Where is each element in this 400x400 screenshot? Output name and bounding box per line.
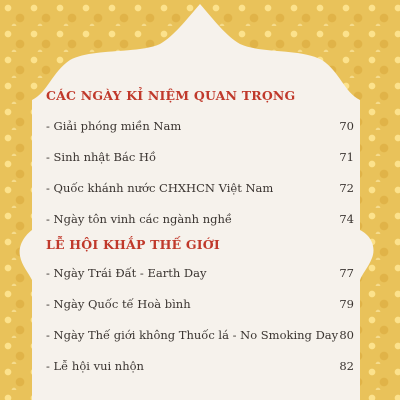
- toc-list-world-festivals: [46, 266, 360, 390]
- toc-entry-label: - Ngày Thế giới không Thuốc lá - No Smoking Day: [46, 328, 339, 342]
- table-of-contents: [46, 0, 360, 400]
- toc-entry-page: 79: [339, 297, 354, 311]
- toc-entry[interactable]: [46, 119, 360, 150]
- toc-entry-label: - Ngày Quốc tế Hoà bình: [46, 297, 191, 311]
- toc-entry-page: 74: [339, 212, 354, 226]
- toc-entry-page: 72: [339, 181, 354, 195]
- toc-entry-label: - Lễ hội vui nhộn: [46, 359, 144, 373]
- toc-entry[interactable]: [46, 181, 360, 212]
- toc-entry-page: 82: [339, 359, 354, 373]
- toc-entry[interactable]: [46, 266, 360, 297]
- toc-entry-label: - Giải phóng miền Nam: [46, 119, 182, 133]
- toc-entry-page: 71: [339, 150, 354, 164]
- toc-entry[interactable]: [46, 150, 360, 181]
- toc-list-commemorations: [46, 119, 360, 243]
- toc-entry[interactable]: [46, 297, 360, 328]
- section-heading-commemorations: CÁC NGÀY KỈ NIỆM QUAN TRỌNG: [46, 88, 296, 103]
- toc-entry-label: - Sinh nhật Bác Hồ: [46, 150, 156, 164]
- toc-entry-page: 80: [339, 328, 354, 342]
- toc-entry-label: - Ngày Trái Đất - Earth Day: [46, 266, 207, 280]
- toc-entry-label: - Ngày tôn vinh các ngành nghề: [46, 212, 232, 226]
- toc-entry[interactable]: [46, 359, 360, 390]
- toc-entry-label: - Quốc khánh nước CHXHCN Việt Nam: [46, 181, 274, 195]
- toc-entry[interactable]: [46, 328, 360, 359]
- section-heading-world-festivals: LỄ HỘI KHẮP THẾ GIỚI: [46, 237, 220, 252]
- toc-entry-page: 77: [339, 266, 354, 280]
- toc-entry-page: 70: [339, 119, 354, 133]
